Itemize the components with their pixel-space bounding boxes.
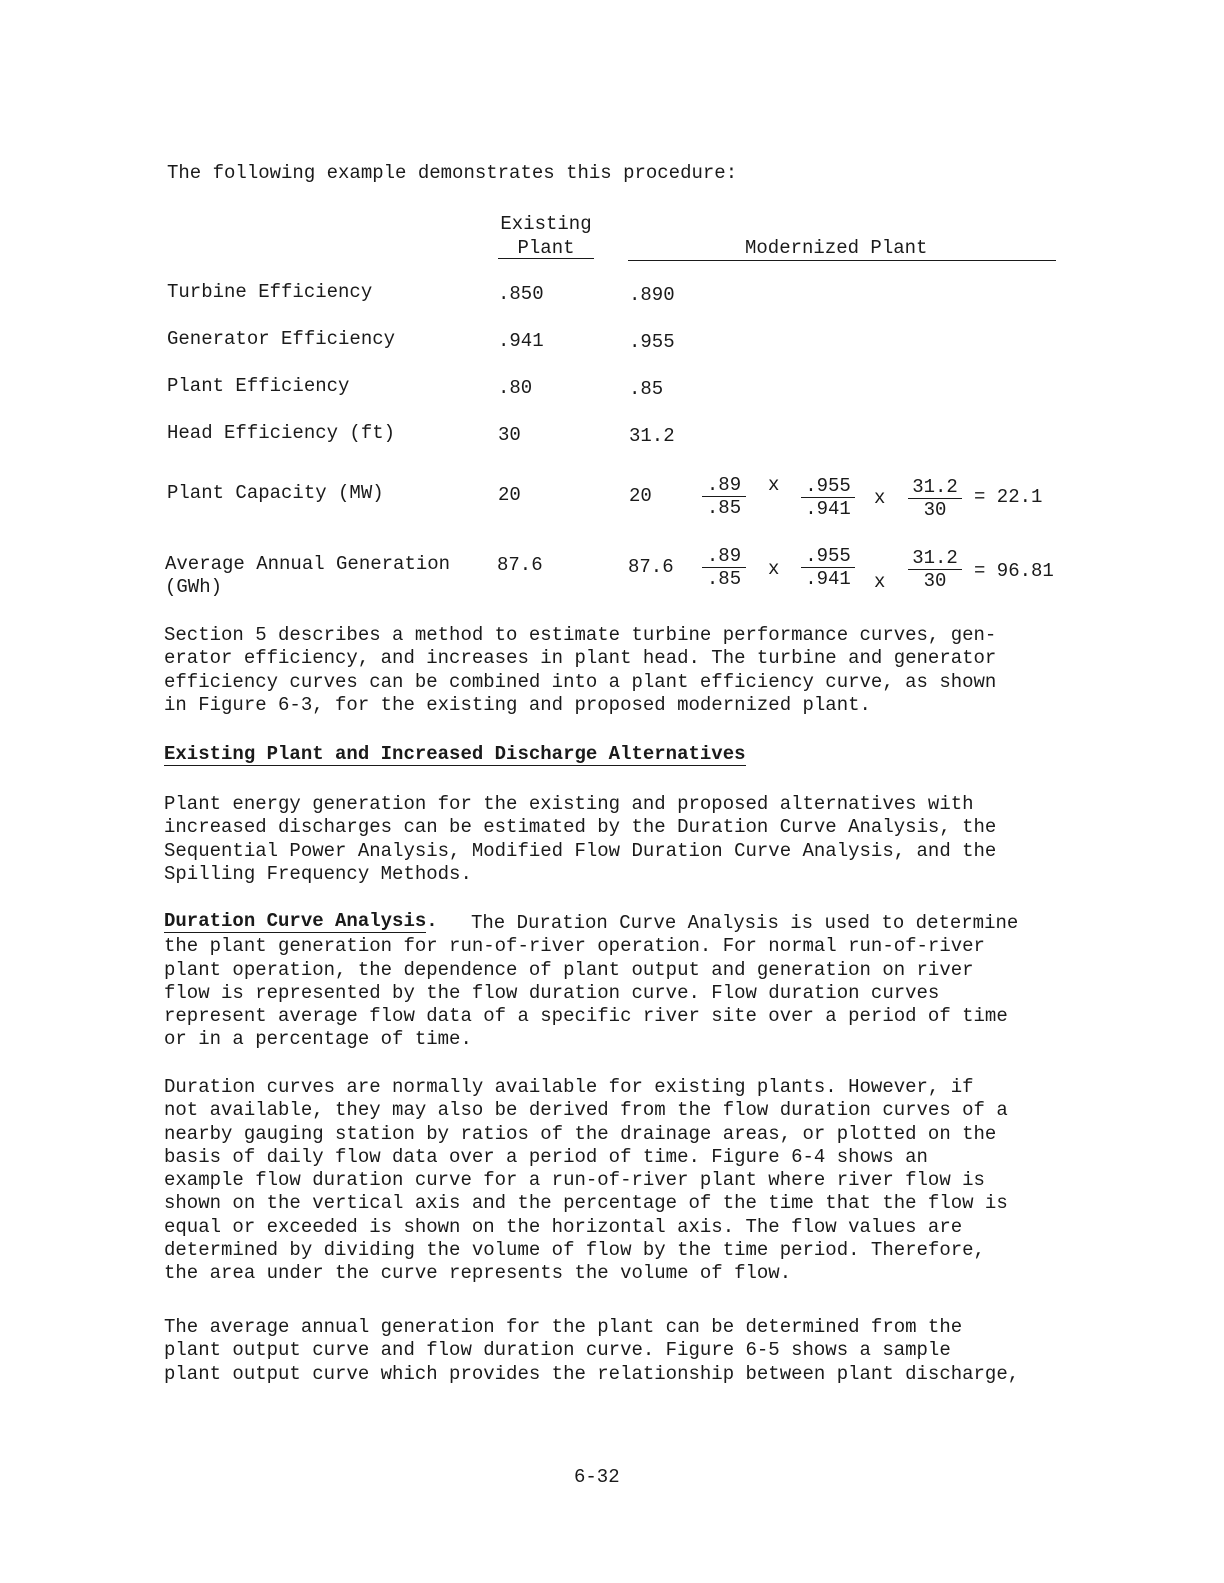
generation-fraction-head <box>908 547 962 592</box>
duration-curve-heading-period: . <box>426 910 438 932</box>
header-existing-line1: Existing <box>500 213 592 235</box>
capacity-fraction-head <box>908 476 962 521</box>
fraction-denominator: .85 <box>706 568 742 590</box>
fraction-denominator: 30 <box>923 570 947 592</box>
row-existing-turbine-efficiency: .850 <box>498 283 544 305</box>
row-label-head-efficiency: Head Efficiency (ft) <box>167 422 396 444</box>
row-existing-average-annual-generation: 87.6 <box>497 554 543 576</box>
row-modernized-head-efficiency: 31.2 <box>629 425 675 447</box>
row-label-turbine-efficiency: Turbine Efficiency <box>167 281 373 303</box>
fraction-denominator: 30 <box>923 499 947 521</box>
paragraph-duration-curves: Duration curves are normally available for existing plants. However, if not available, they may also be derived from the flow duration curves of a nearby gauging station by ratios of the drainage areas, or plotted on the basis of daily flow data over a period of time. Figure 6-4 shows an example flow duration curve for a run-of-river plant where river flow is shown on the vertical axis and the percentage of the time that the flow is equal or exceeded is shown on the horizontal axis. The flow values are determined by dividing the volume of flow by the time period. Therefore, the area under the curve represents the volume of flow. <box>164 1076 1008 1285</box>
fraction-numerator: 31.2 <box>908 547 962 570</box>
header-modernized-rule <box>628 260 1056 261</box>
paragraph-duration-curve: The Duration Curve Analysis is used to determine the plant generation for run-of-river operation. For normal run-of-river plant operation, the dependence of plant output and generation on river flow is represented by the flow duration curve. Flow duration curves represent average flow data of a specific river site over a period of time or in a percentage of time. <box>164 912 1019 1051</box>
fraction-denominator: .941 <box>805 568 851 590</box>
intro-text: The following example demonstrates this procedure: <box>167 162 738 184</box>
row-modernized-plant-efficiency: .85 <box>629 378 664 400</box>
fraction-numerator: .955 <box>801 475 855 498</box>
row-label-generation-line2: (GWh) <box>165 576 223 598</box>
row-label-plant-capacity: Plant Capacity (MW) <box>167 482 384 504</box>
row-existing-generator-efficiency: .941 <box>498 330 544 352</box>
row-existing-plant-efficiency: .80 <box>498 377 533 399</box>
row-label-average-annual-generation <box>165 553 450 599</box>
page-number: 6-32 <box>574 1466 620 1488</box>
row-modernized-generator-efficiency: .955 <box>629 331 675 353</box>
fraction-numerator: .89 <box>702 545 746 568</box>
duration-curve-heading-text: Duration Curve Analysis <box>164 910 427 932</box>
generation-multiply-1: x <box>768 558 780 580</box>
generation-fraction-turbine <box>702 545 746 590</box>
row-modernized-turbine-efficiency: .890 <box>629 284 675 306</box>
row-label-generation-line1: Average Annual Generation <box>165 553 451 575</box>
header-existing-rule <box>498 258 594 259</box>
heading-alternatives <box>164 743 746 765</box>
header-existing-plant <box>498 212 594 260</box>
paragraph-average-generation: The average annual generation for the plant can be determined from the plant output curve and flow duration curve. Figure 6-5 shows a sample plant output curve which provides the relationship between plant discharge, <box>164 1316 1020 1385</box>
capacity-multiply-1: x <box>768 474 780 496</box>
capacity-multiply-2: x <box>874 487 886 509</box>
generation-fraction-generator <box>801 545 855 590</box>
row-existing-head-efficiency: 30 <box>498 424 521 446</box>
fraction-denominator: .941 <box>805 498 851 520</box>
row-modernized-average-annual-generation: 87.6 <box>628 556 674 578</box>
fraction-numerator: .89 <box>702 474 746 497</box>
paragraph-section5: Section 5 describes a method to estimate turbine performance curves, gen- erator efficiency, and increases in plant head. The turbine and generator efficiency curves can be combined into a plant efficiency curve, as shown in Figure 6-3, for the existing and proposed modernized plant. <box>164 624 997 716</box>
header-modernized-plant: Modernized Plant <box>745 237 928 259</box>
capacity-result: = 22.1 <box>974 486 1043 508</box>
capacity-fraction-generator <box>801 475 855 520</box>
paragraph-energy-generation: Plant energy generation for the existing and proposed alternatives with increased discharges can be estimated by the Duration Curve Analysis, the Sequential Power Analysis, Modified Flow Duration Curve Analysis, and the Spilling Frequency Methods. <box>164 793 997 885</box>
generation-result: = 96.81 <box>974 560 1054 582</box>
row-modernized-plant-capacity: 20 <box>629 485 652 507</box>
row-existing-plant-capacity: 20 <box>498 484 521 506</box>
fraction-numerator: 31.2 <box>908 476 962 499</box>
capacity-fraction-turbine <box>702 474 746 519</box>
fraction-denominator: .85 <box>706 497 742 519</box>
generation-multiply-2: x <box>874 571 886 593</box>
header-existing-line2: Plant <box>517 237 575 259</box>
heading-alternatives-text: Existing Plant and Increased Discharge Alternatives <box>164 743 746 765</box>
row-label-generator-efficiency: Generator Efficiency <box>167 328 396 350</box>
row-label-plant-efficiency: Plant Efficiency <box>167 375 350 397</box>
fraction-numerator: .955 <box>801 545 855 568</box>
